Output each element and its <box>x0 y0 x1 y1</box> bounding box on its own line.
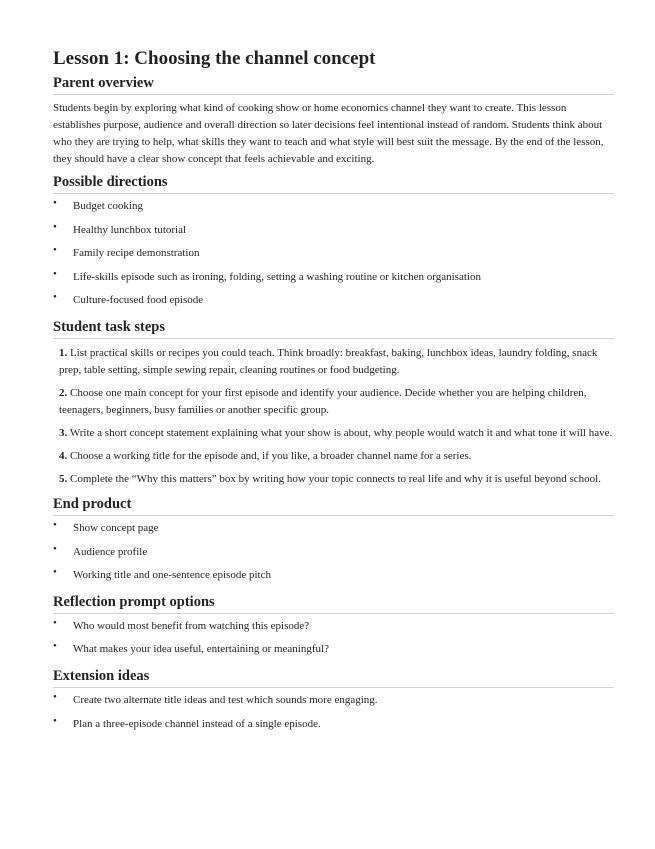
directions-list <box>53 199 614 308</box>
step-text: List practical skills or recipes you could teach. Think broadly: breakfast, baking, lunchbox ideas, laundry folding, snack prep, table setting, simple sewing repair, cleaning routines or food budgeting. <box>59 346 598 376</box>
bullet-icon: • <box>53 244 57 257</box>
bullet-icon: • <box>53 542 57 555</box>
section-end-product <box>53 494 614 583</box>
bullet-icon: • <box>53 518 57 531</box>
bullet-icon: • <box>53 220 57 233</box>
section-student-task-steps <box>53 317 614 488</box>
section-possible-directions <box>53 172 614 308</box>
bullet-icon: • <box>53 267 57 280</box>
list-item <box>53 220 614 238</box>
step-text: Choose one main concept for your first episode and identify your audience. Decide whether you are helping children, teenagers, beginners, busy families or another specific group. <box>59 386 587 416</box>
overview-paragraph: Students begin by exploring what kind of cooking show or home economics channel they want to create. This lesson establishes purpose, audience and overall direction so later decisions feel intentional instead of random. Students think about who they are trying to help, what skills they want to teach and what style will best suit the message. By the end of the lesson, they should have a clear show concept that feels achievable and exciting. <box>53 102 604 165</box>
list-item-text: Who would most benefit from watching this episode? <box>73 619 310 632</box>
end-product-list <box>53 518 614 583</box>
step-item <box>59 425 614 442</box>
list-item-text: Life-skills episode such as ironing, folding, setting a washing routine or kitchen organisation <box>73 270 481 283</box>
bullet-icon: • <box>53 566 57 579</box>
step-number: 4. <box>59 449 68 462</box>
list-item-text: What makes your idea useful, entertaining or meaningful? <box>73 643 329 656</box>
list-item <box>53 293 614 308</box>
step-text: Choose a working title for the episode and, if you like, a broader channel name for a series. <box>70 449 472 462</box>
list-item-text: Create two alternate title ideas and test which sounds more engaging. <box>73 693 378 706</box>
section-extension-ideas <box>53 666 614 732</box>
section-heading: Extension ideas <box>53 666 614 688</box>
list-item-text: Budget cooking <box>73 200 143 212</box>
list-item <box>53 616 614 634</box>
list-item <box>53 568 614 583</box>
document-page <box>53 45 614 740</box>
list-item-text: Working title and one-sentence episode pitch <box>73 569 271 582</box>
list-item-text: Healthy lunchbox tutorial <box>73 223 187 236</box>
section-heading: Possible directions <box>53 172 614 194</box>
section-parent-overview <box>53 73 614 168</box>
bullet-icon: • <box>53 640 57 653</box>
list-item-text: Show concept page <box>73 521 159 534</box>
step-number: 5. <box>59 472 68 485</box>
step-number: 3. <box>59 426 68 439</box>
list-item <box>53 542 614 560</box>
bullet-icon: • <box>53 690 57 703</box>
list-item <box>53 690 614 708</box>
bullet-icon: • <box>53 714 57 727</box>
step-item <box>59 471 614 488</box>
list-item-text: Family recipe demonstration <box>73 247 200 260</box>
bullet-icon: • <box>53 291 57 304</box>
list-item <box>53 267 614 285</box>
bullet-icon: • <box>53 197 57 209</box>
extension-list <box>53 690 614 732</box>
list-item <box>53 246 614 261</box>
list-item-text: Audience profile <box>73 545 148 558</box>
step-number: 2. <box>59 386 68 399</box>
step-item <box>59 385 614 419</box>
list-item <box>53 714 614 732</box>
steps-list <box>53 345 614 488</box>
section-heading: Student task steps <box>53 317 614 339</box>
reflection-list <box>53 616 614 658</box>
section-heading: Reflection prompt options <box>53 592 614 614</box>
list-item <box>53 642 614 657</box>
list-item-text: Culture-focused food episode <box>73 294 204 307</box>
step-item <box>59 448 614 465</box>
list-item-text: Plan a three-episode channel instead of a single episode. <box>73 717 321 730</box>
section-heading: End product <box>53 494 614 516</box>
section-heading: Parent overview <box>53 73 614 95</box>
step-item <box>59 345 614 379</box>
section-reflection-prompts <box>53 592 614 658</box>
list-item <box>53 199 614 214</box>
step-text: Complete the “Why this matters” box by writing how your topic connects to real life and why it is useful beyond school. <box>70 472 601 485</box>
list-item <box>53 518 614 536</box>
step-text: Write a short concept statement explaining what your show is about, why people would watch it and what tone it will have. <box>69 426 613 439</box>
step-number: 1. <box>59 346 68 359</box>
bullet-icon: • <box>53 616 57 629</box>
page-title: Lesson 1: Choosing the channel concept <box>53 48 376 69</box>
